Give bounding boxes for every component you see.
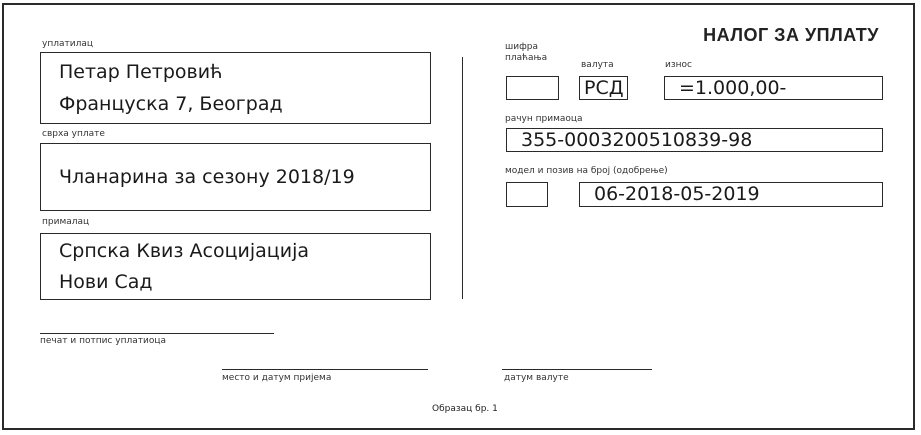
payer-label: уплатилац bbox=[42, 39, 93, 49]
payer-address: Француска 7, Београд bbox=[59, 93, 283, 115]
currency-value: РСД bbox=[584, 77, 624, 99]
account-field[interactable] bbox=[506, 128, 883, 152]
recipient-field[interactable] bbox=[40, 233, 431, 300]
reference-value: 06-2018-05-2019 bbox=[594, 183, 760, 205]
payer-field[interactable] bbox=[40, 52, 431, 124]
value-date-line bbox=[502, 369, 652, 370]
signature-label: печат и потпис уплатиоца bbox=[40, 336, 166, 346]
model-label: модел и позив на број (одобрење) bbox=[505, 166, 668, 176]
value-date-label: датум валуте bbox=[504, 373, 569, 383]
amount-label: износ bbox=[665, 60, 692, 70]
form-number: Образац бр. 1 bbox=[432, 404, 498, 414]
purpose-field[interactable] bbox=[40, 143, 431, 211]
amount-value: =1.000,00- bbox=[679, 77, 787, 99]
form-title: НАЛОГ ЗА УПЛАТУ bbox=[703, 25, 879, 45]
account-value: 355-0003200510839-98 bbox=[521, 129, 753, 151]
payer-name: Петар Петровић bbox=[59, 61, 223, 83]
purpose-value: Чланарина за сезону 2018/19 bbox=[59, 166, 355, 188]
recipient-label: прималац bbox=[42, 217, 90, 227]
reference-field[interactable] bbox=[579, 182, 883, 207]
purpose-label: сврха уплате bbox=[42, 129, 105, 139]
payment-code-label-1: шифра bbox=[505, 42, 539, 52]
currency-field[interactable] bbox=[579, 76, 628, 100]
signature-line bbox=[40, 333, 274, 334]
recipient-city: Нови Сад bbox=[59, 271, 153, 293]
currency-label: валута bbox=[581, 60, 614, 70]
place-date-label: место и датум пријема bbox=[222, 373, 332, 383]
column-divider bbox=[462, 57, 463, 299]
account-label: рачун примаоца bbox=[505, 114, 583, 124]
recipient-name: Српска Квиз Асоцијација bbox=[59, 240, 310, 262]
model-field[interactable] bbox=[506, 182, 548, 207]
payment-code-field[interactable] bbox=[506, 76, 559, 100]
amount-field[interactable] bbox=[664, 76, 883, 100]
place-date-line bbox=[222, 369, 428, 370]
payment-code-label-2: плаћања bbox=[505, 53, 548, 63]
payment-order-form bbox=[2, 3, 915, 430]
